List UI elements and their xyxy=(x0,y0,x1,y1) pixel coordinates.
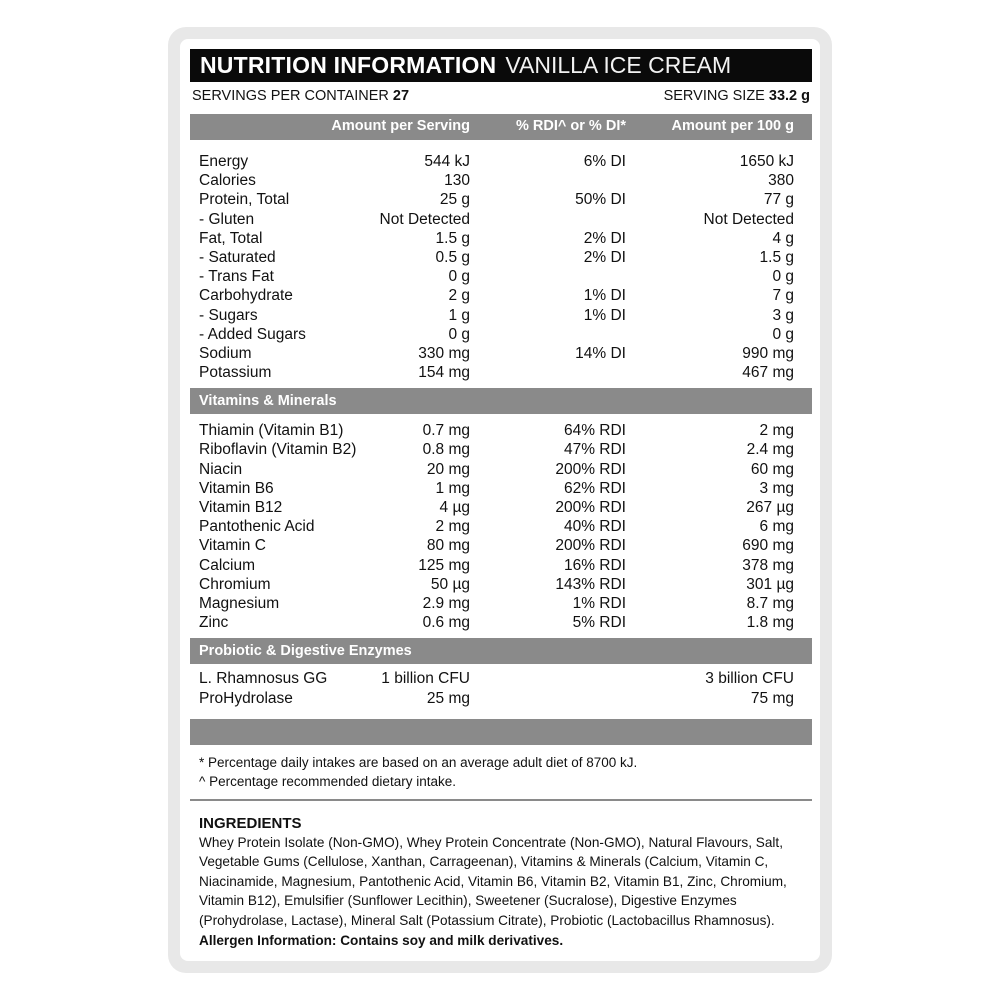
amount-per-serving: 130 xyxy=(444,172,470,190)
rdi-value: 1% RDI xyxy=(572,594,626,612)
nutrient-name: ProHydrolase xyxy=(199,689,293,707)
column-per-serving: Amount per Serving xyxy=(331,118,470,134)
nutrient-name: Fat, Total xyxy=(199,229,263,247)
title-bar xyxy=(190,49,812,82)
title-product: VANILLA ICE CREAM xyxy=(505,52,732,78)
nutrient-name: L. Rhamnosus GG xyxy=(199,670,328,688)
rdi-value: 14% DI xyxy=(575,344,626,362)
amount-per-serving: 0.8 mg xyxy=(422,441,470,459)
amount-per-serving: 25 mg xyxy=(426,689,470,707)
amount-per-100g: 1.5 g xyxy=(759,248,794,266)
probiotic-table xyxy=(190,664,812,713)
nutrient-name: Protein, Total xyxy=(199,191,290,209)
table-row xyxy=(190,248,812,267)
amount-per-serving: 1.5 g xyxy=(435,229,470,247)
nutrient-name: Potassium xyxy=(199,364,272,382)
servings-per-container xyxy=(192,88,409,104)
nutrient-name: Vitamin B12 xyxy=(199,499,283,516)
amount-per-serving: 80 mg xyxy=(426,537,470,555)
rdi-value: 143% RDI xyxy=(555,575,626,593)
label-inner xyxy=(180,39,820,961)
footnotes xyxy=(190,745,812,791)
amount-per-serving: 2 mg xyxy=(435,518,470,536)
rdi-value: 5% RDI xyxy=(572,614,626,632)
table-row xyxy=(190,306,812,325)
nutrient-name: - Gluten xyxy=(199,210,255,228)
amount-per-100g: 77 g xyxy=(763,191,794,209)
column-per-100g: Amount per 100 g xyxy=(671,118,794,134)
ingredients-text: Whey Protein Isolate (Non-GMO), Whey Protein Concentrate (Non-GMO), Natural Flavours, Salt, Vegetable Gums (Cellulose, Xanthan, Carrageenan), Vitamins & Minerals (Calcium, Vitamin C, Niacinamide, Magnesium, Pantothenic Acid, Vitamin B6, Vitamin B2, Vitamin B1, Zinc, Chromium, Vitamin B12), Emulsifier (Sunflower Lecithin), Sweetener (Sucralose), Digestive Enzymes (Prohydrolase, Lactase), Mineral Salt (Potassium Citrate), Probiotic (Lactobacillus Rhamnosus). xyxy=(199,834,787,929)
table-row xyxy=(190,575,812,594)
amount-per-serving: 25 g xyxy=(439,191,470,209)
servings-per-container-value: 27 xyxy=(392,88,410,104)
ingredients-title: INGREDIENTS xyxy=(199,814,302,832)
column-header xyxy=(190,114,812,140)
table-row xyxy=(190,267,812,286)
table-row xyxy=(190,440,812,459)
nutrient-name: Carbohydrate xyxy=(199,287,293,305)
amount-per-serving: 1 billion CFU xyxy=(381,670,470,688)
amount-per-100g: 690 mg xyxy=(742,537,794,555)
nutrient-table xyxy=(190,140,812,388)
table-row xyxy=(190,190,812,209)
amount-per-100g: 4 g xyxy=(772,229,794,247)
amount-per-serving: 4 µg xyxy=(439,499,470,516)
amount-per-serving: 0.6 mg xyxy=(422,614,470,632)
serving-size xyxy=(664,88,810,104)
amount-per-100g: Not Detected xyxy=(703,210,794,228)
amount-per-serving: 1 mg xyxy=(435,479,470,497)
rdi-value: 47% RDI xyxy=(563,441,626,459)
serving-size-label: SERVING SIZE xyxy=(663,88,765,104)
ingredients-section xyxy=(190,801,812,951)
nutrient-name: - Saturated xyxy=(199,248,276,266)
rdi-value: 62% RDI xyxy=(563,479,626,497)
amount-per-100g: 7 g xyxy=(772,287,794,305)
column-rdi: % RDI^ or % DI* xyxy=(516,118,626,134)
rdi-value: 200% RDI xyxy=(555,499,626,516)
amount-per-100g: 467 mg xyxy=(742,364,794,382)
table-row xyxy=(190,229,812,248)
table-row xyxy=(190,556,812,575)
amount-per-100g: 1.8 mg xyxy=(746,614,794,632)
rdi-value: 200% RDI xyxy=(555,460,626,478)
amount-per-serving: 0.7 mg xyxy=(422,422,470,440)
vitamins-heading: Vitamins & Minerals xyxy=(190,388,812,414)
amount-per-100g: 2.4 mg xyxy=(746,441,794,459)
rdi-value: 2% DI xyxy=(583,229,626,247)
footnote-di: * Percentage daily intakes are based on an average adult diet of 8700 kJ. xyxy=(199,754,638,770)
amount-per-serving: 0 g xyxy=(448,325,470,343)
nutrient-name: Energy xyxy=(199,153,249,170)
table-row xyxy=(190,498,812,517)
nutrient-name: Magnesium xyxy=(199,594,280,612)
nutrition-label xyxy=(168,27,832,973)
amount-per-100g: 990 mg xyxy=(742,344,794,362)
servings-row xyxy=(190,82,812,110)
blank-bar xyxy=(190,719,812,745)
table-row xyxy=(190,344,812,363)
nutrient-name: Chromium xyxy=(199,575,271,593)
amount-per-100g: 0 g xyxy=(772,325,794,343)
table-row xyxy=(190,421,812,440)
amount-per-serving: 0 g xyxy=(448,268,470,286)
amount-per-100g: 301 µg xyxy=(746,575,794,593)
rdi-value: 64% RDI xyxy=(563,422,626,440)
nutrient-name: - Sugars xyxy=(199,306,258,324)
allergen-info: Allergen Information: Contains soy and milk derivatives. xyxy=(199,932,564,948)
table-row xyxy=(190,689,812,708)
amount-per-100g: 267 µg xyxy=(746,499,794,516)
vitamin-table xyxy=(190,414,812,638)
table-row xyxy=(190,286,812,305)
rdi-value: 50% DI xyxy=(575,191,626,209)
nutrient-name: Niacin xyxy=(199,460,243,478)
rdi-value: 40% RDI xyxy=(563,518,626,536)
amount-per-100g: 6 mg xyxy=(759,518,794,536)
nutrient-name: Vitamin B6 xyxy=(199,479,274,497)
amount-per-serving: 50 µg xyxy=(430,575,470,593)
amount-per-100g: 60 mg xyxy=(750,460,794,478)
amount-per-100g: 3 billion CFU xyxy=(705,670,794,688)
table-row xyxy=(190,460,812,479)
table-row xyxy=(190,210,812,229)
nutrient-name: - Trans Fat xyxy=(199,268,274,286)
table-row xyxy=(190,517,812,536)
footnote-rdi: ^ Percentage recommended dietary intake. xyxy=(199,773,456,789)
rdi-value: 1% DI xyxy=(583,306,626,324)
amount-per-serving: 330 mg xyxy=(418,344,470,362)
amount-per-serving: 2 g xyxy=(448,287,470,305)
amount-per-100g: 380 xyxy=(768,172,794,190)
table-row xyxy=(190,325,812,344)
amount-per-serving: 20 mg xyxy=(426,460,470,478)
amount-per-serving: 2.9 mg xyxy=(422,594,470,612)
table-row xyxy=(190,613,812,632)
amount-per-serving: 154 mg xyxy=(418,364,470,382)
amount-per-serving: Not Detected xyxy=(379,210,470,228)
title-main: NUTRITION INFORMATION xyxy=(200,52,497,78)
amount-per-100g: 3 mg xyxy=(759,479,794,497)
amount-per-100g: 3 g xyxy=(772,306,794,324)
amount-per-100g: 75 mg xyxy=(750,689,794,707)
table-row xyxy=(190,669,812,688)
nutrient-name: Pantothenic Acid xyxy=(199,518,315,536)
probiotics-heading: Probiotic & Digestive Enzymes xyxy=(190,638,812,664)
amount-per-100g: 2 mg xyxy=(759,422,794,440)
table-row xyxy=(190,594,812,613)
amount-per-100g: 378 mg xyxy=(742,556,794,574)
amount-per-serving: 544 kJ xyxy=(424,153,470,170)
nutrient-name: Thiamin (Vitamin B1) xyxy=(199,422,344,440)
nutrient-name: Riboflavin (Vitamin B2) xyxy=(199,441,357,459)
nutrient-name: Calories xyxy=(199,172,256,190)
amount-per-100g: 0 g xyxy=(772,268,794,286)
rdi-value: 1% DI xyxy=(583,287,626,305)
table-row xyxy=(190,536,812,555)
table-row xyxy=(190,171,812,190)
nutrient-name: Sodium xyxy=(199,344,252,362)
amount-per-serving: 0.5 g xyxy=(435,248,470,266)
amount-per-100g: 1650 kJ xyxy=(739,153,794,170)
nutrient-name: Vitamin C xyxy=(199,537,266,555)
amount-per-100g: 8.7 mg xyxy=(746,594,794,612)
amount-per-serving: 1 g xyxy=(448,306,470,324)
nutrient-name: Calcium xyxy=(199,556,255,574)
table-row xyxy=(190,152,812,171)
rdi-value: 200% RDI xyxy=(555,537,626,555)
nutrient-name: Zinc xyxy=(199,614,229,632)
nutrient-name: - Added Sugars xyxy=(199,325,306,343)
table-row xyxy=(190,363,812,382)
label-content xyxy=(190,49,812,950)
rdi-value: 6% DI xyxy=(583,153,626,170)
amount-per-serving: 125 mg xyxy=(418,556,470,574)
serving-size-value: 33.2 g xyxy=(768,88,810,104)
rdi-value: 2% DI xyxy=(583,248,626,266)
servings-per-container-label: SERVINGS PER CONTAINER xyxy=(192,88,389,104)
table-row xyxy=(190,479,812,498)
rdi-value: 16% RDI xyxy=(563,556,626,574)
